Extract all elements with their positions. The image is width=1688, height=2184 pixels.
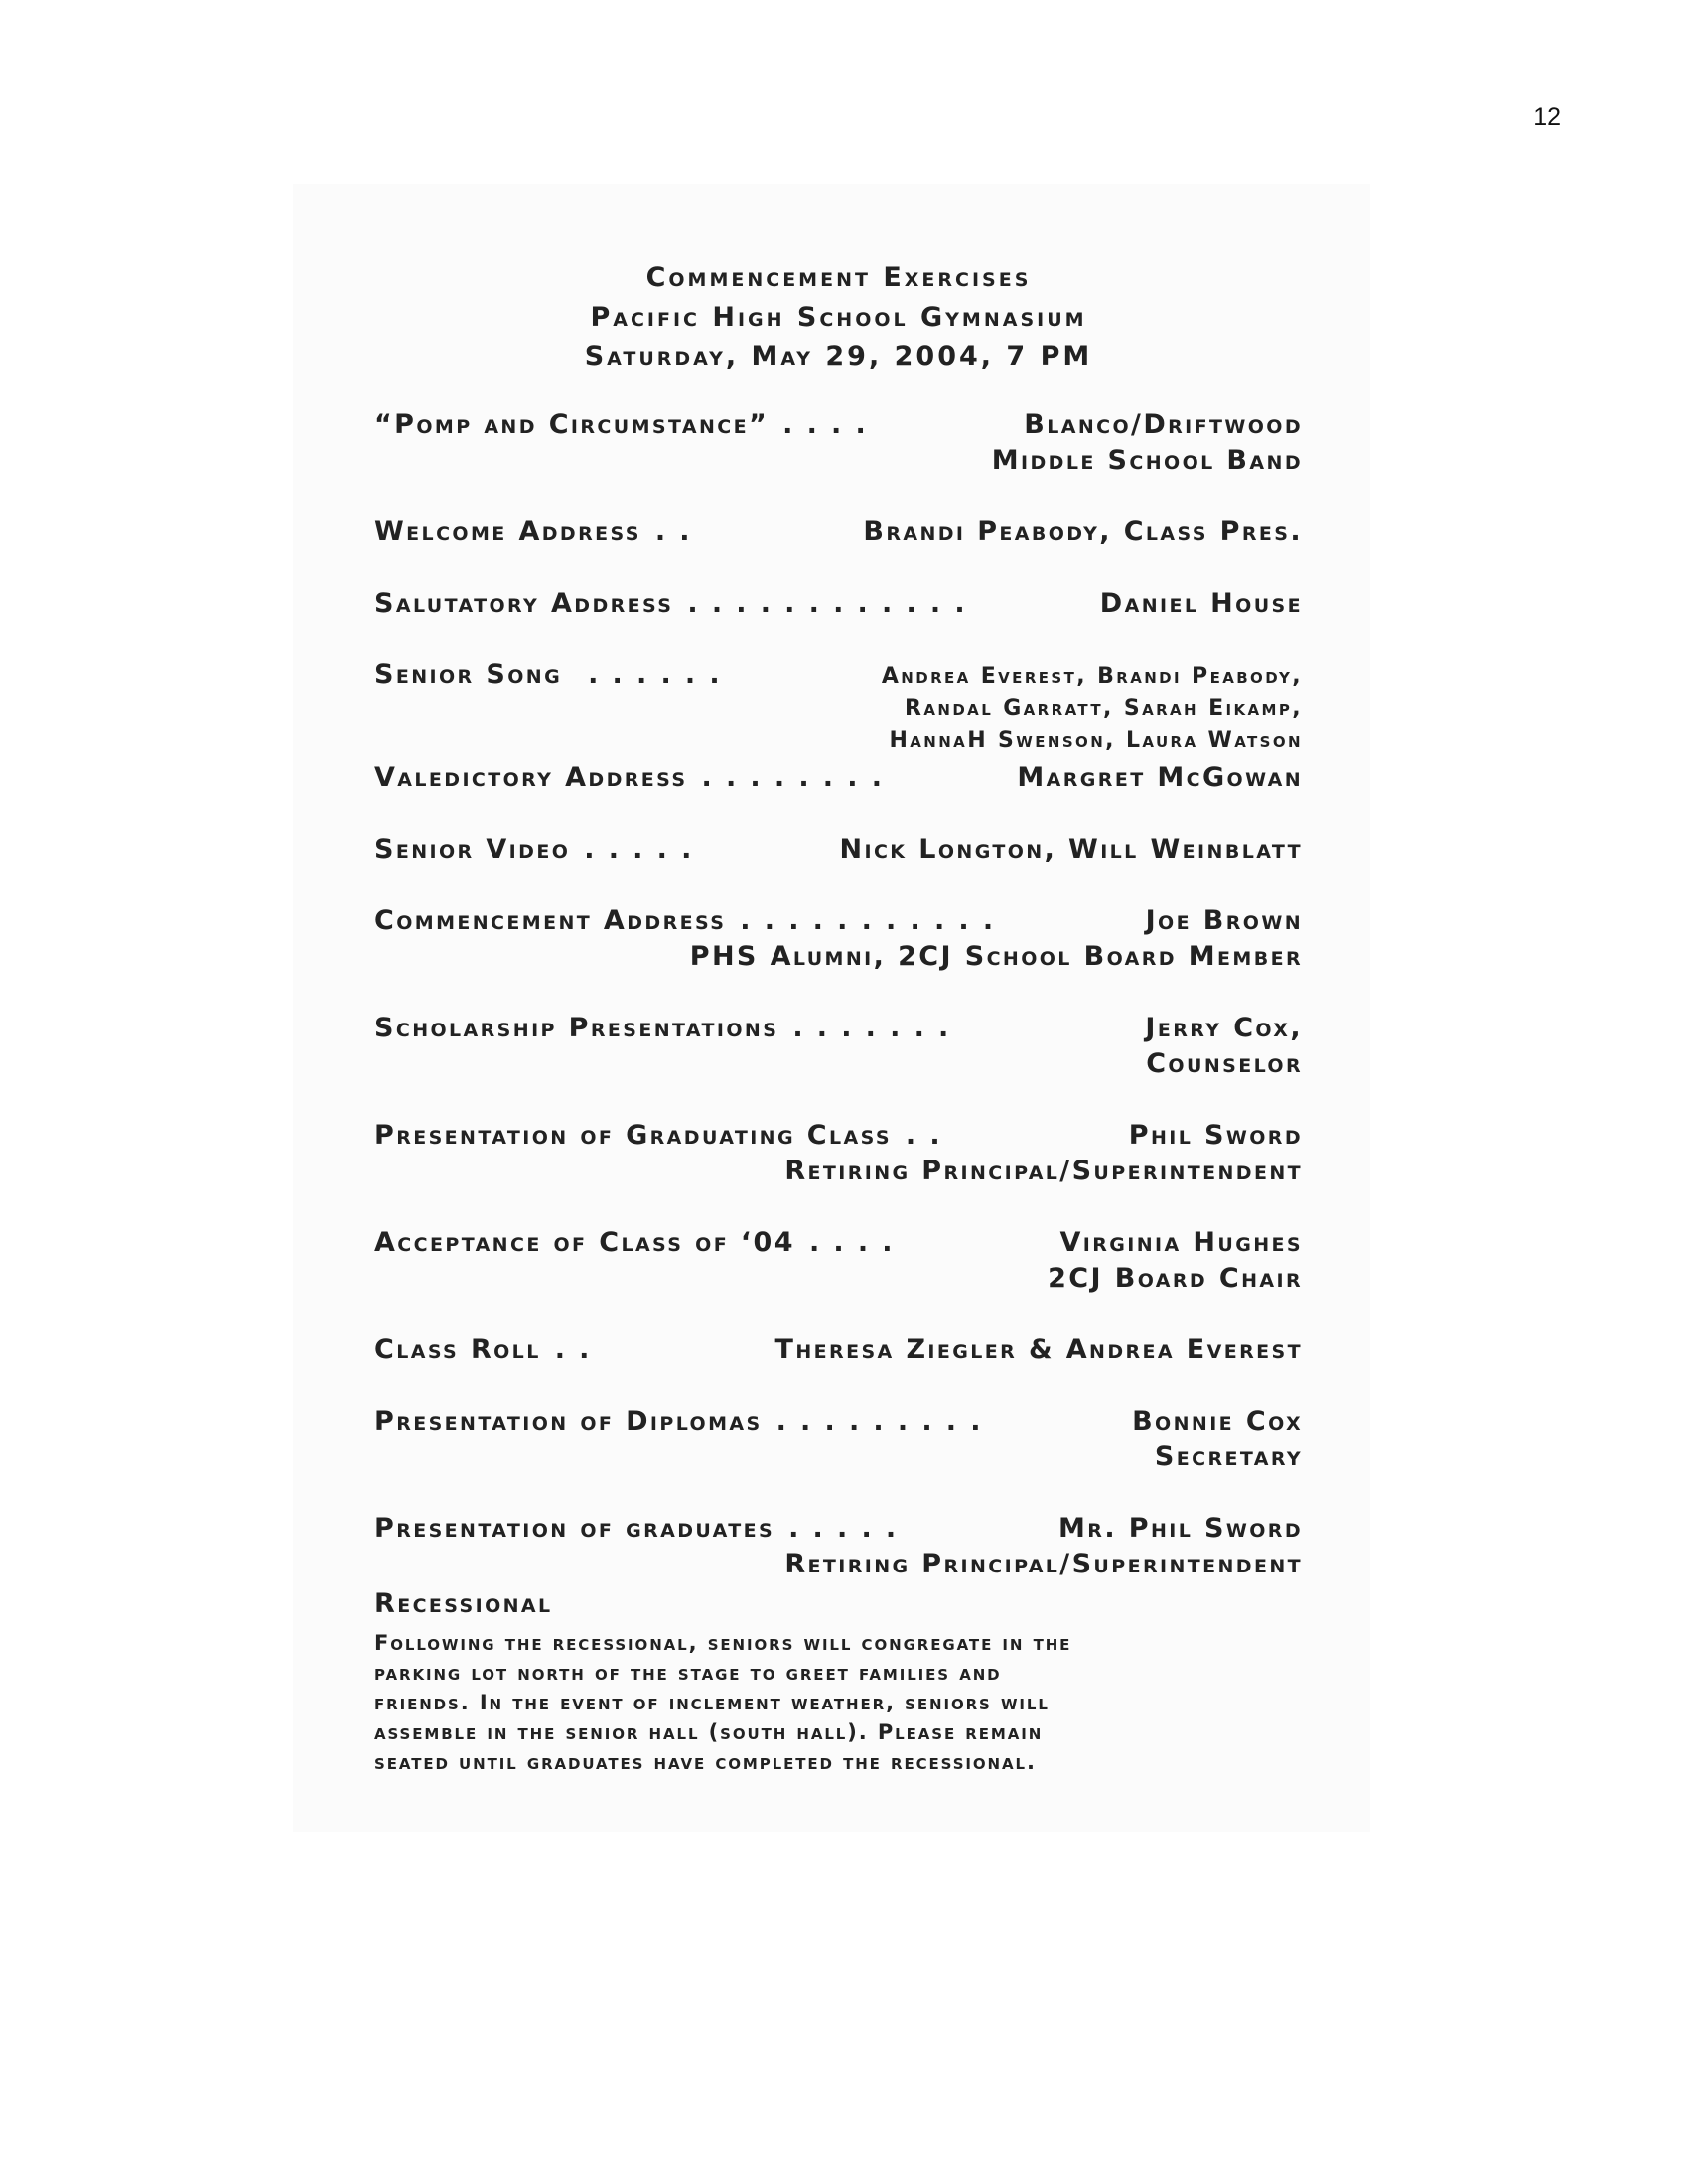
item-title: Commencement Address bbox=[374, 905, 727, 936]
item-leader-dots: . . . . . . . bbox=[792, 1013, 951, 1043]
header-date: Saturday, May 29, 2004, 7 PM bbox=[584, 341, 1093, 372]
item-title: Presentation of Graduating Class bbox=[374, 1120, 892, 1151]
program-item-acceptance bbox=[374, 1225, 1303, 1297]
item-performer: Brandi Peabody, Class Pres. bbox=[863, 516, 1303, 547]
item-leader-dots: . . . . . . . . . . . bbox=[740, 905, 996, 936]
item-performer: Blanco/Driftwood bbox=[1024, 409, 1303, 440]
item-leader-dots: . . . . . . bbox=[588, 659, 723, 690]
program-item-recessional bbox=[374, 1586, 1303, 1777]
item-leader-dots: . . . . . . . . . bbox=[775, 1406, 983, 1436]
item-title: “Pomp and Circumstance” bbox=[374, 409, 770, 440]
item-title: Recessional bbox=[374, 1588, 553, 1619]
item-performer-detail: Retiring Principal/Superintendent bbox=[784, 1156, 1303, 1186]
item-title: Presentation of Diplomas bbox=[374, 1406, 763, 1436]
item-title: Acceptance of Class of ‘04 bbox=[374, 1227, 795, 1258]
item-title: Presentation of graduates bbox=[374, 1513, 775, 1544]
program-item-salutatory bbox=[374, 586, 1303, 621]
item-title: Scholarship Presentations bbox=[374, 1013, 779, 1043]
item-performer: Margret McGowan bbox=[1017, 762, 1303, 793]
item-leader-dots: . . . . . . . . bbox=[701, 762, 885, 793]
header-title: Commencement Exercises bbox=[645, 262, 1032, 293]
program-item-class-roll bbox=[374, 1332, 1303, 1368]
program-item-graduates bbox=[374, 1511, 1303, 1582]
item-performer-detail: PHS Alumni, 2CJ School Board Member bbox=[689, 941, 1303, 972]
song-performers bbox=[882, 663, 1303, 756]
recessional-note-line: friends. In the event of inclement weather, seniors will bbox=[374, 1691, 1050, 1714]
program-header bbox=[374, 258, 1303, 377]
item-performer: Mr. Phil Sword bbox=[1058, 1513, 1303, 1544]
recessional-note-line: Following the recessional, seniors will congregate in the bbox=[374, 1631, 1072, 1655]
item-title: Valedictory Address bbox=[374, 762, 688, 793]
song-performers-line: Andrea Everest, Brandi Peabody, bbox=[881, 664, 1303, 689]
recessional-note bbox=[374, 1628, 1303, 1777]
item-title: Salutatory Address bbox=[374, 588, 674, 618]
item-leader-dots: . . bbox=[554, 1334, 592, 1365]
item-performer-detail: Secretary bbox=[1154, 1441, 1303, 1472]
program-item-senior-song bbox=[374, 657, 1303, 756]
item-performer: Virginia Hughes bbox=[1059, 1227, 1303, 1258]
item-leader-dots: . . . . . bbox=[788, 1513, 899, 1544]
item-title: Class Roll bbox=[374, 1334, 541, 1365]
item-performer: Phil Sword bbox=[1128, 1120, 1303, 1151]
item-performer-detail: 2CJ Board Chair bbox=[1048, 1263, 1303, 1294]
item-title: Senior Song bbox=[374, 659, 563, 690]
song-performers-line: Randal Garratt, Sarah Eikamp, bbox=[905, 696, 1303, 721]
item-performer: Theresa Ziegler & Andrea Everest bbox=[774, 1334, 1303, 1365]
item-performer-detail: Middle School Band bbox=[991, 445, 1303, 476]
item-leader-dots: . . bbox=[654, 516, 692, 547]
item-performer: Nick Longton, Will Weinblatt bbox=[839, 834, 1303, 865]
commencement-program bbox=[374, 258, 1303, 1777]
program-item-commencement-address bbox=[374, 903, 1303, 975]
item-leader-dots: . . . . . . . . . . . . bbox=[687, 588, 968, 618]
page-number: 12 bbox=[1533, 103, 1561, 131]
recessional-note-line: assemble in the senior hall (south hall). Please remain bbox=[374, 1720, 1044, 1744]
item-performer-detail: Counselor bbox=[1146, 1048, 1303, 1079]
item-leader-dots: . . . . . bbox=[584, 834, 694, 865]
item-leader-dots: . . . . bbox=[808, 1227, 895, 1258]
recessional-note-line: seated until graduates have completed the recessional. bbox=[374, 1750, 1037, 1774]
item-leader-dots: . . . . bbox=[782, 409, 869, 440]
item-title: Senior Video bbox=[374, 834, 571, 865]
recessional-note-line: parking lot north of the stage to greet families and bbox=[374, 1661, 1002, 1685]
item-title: Welcome Address bbox=[374, 516, 641, 547]
program-item-presentation-class bbox=[374, 1118, 1303, 1189]
item-performer: Bonnie Cox bbox=[1132, 1406, 1303, 1436]
item-performer-detail: Retiring Principal/Superintendent bbox=[784, 1549, 1303, 1579]
item-performer: Daniel House bbox=[1099, 588, 1303, 618]
item-leader-dots: . . bbox=[905, 1120, 943, 1151]
program-item-welcome bbox=[374, 514, 1303, 550]
program-item-senior-video bbox=[374, 832, 1303, 868]
song-performers-line: HannaH Swenson, Laura Watson bbox=[889, 728, 1303, 752]
header-venue: Pacific High School Gymnasium bbox=[590, 302, 1087, 333]
program-item-pomp bbox=[374, 407, 1303, 478]
item-performer: Jerry Cox, bbox=[1145, 1013, 1303, 1043]
program-item-valedictory bbox=[374, 760, 1303, 796]
program-item-scholarship bbox=[374, 1011, 1303, 1082]
program-item-diplomas bbox=[374, 1404, 1303, 1475]
item-performer: Joe Brown bbox=[1145, 905, 1303, 936]
